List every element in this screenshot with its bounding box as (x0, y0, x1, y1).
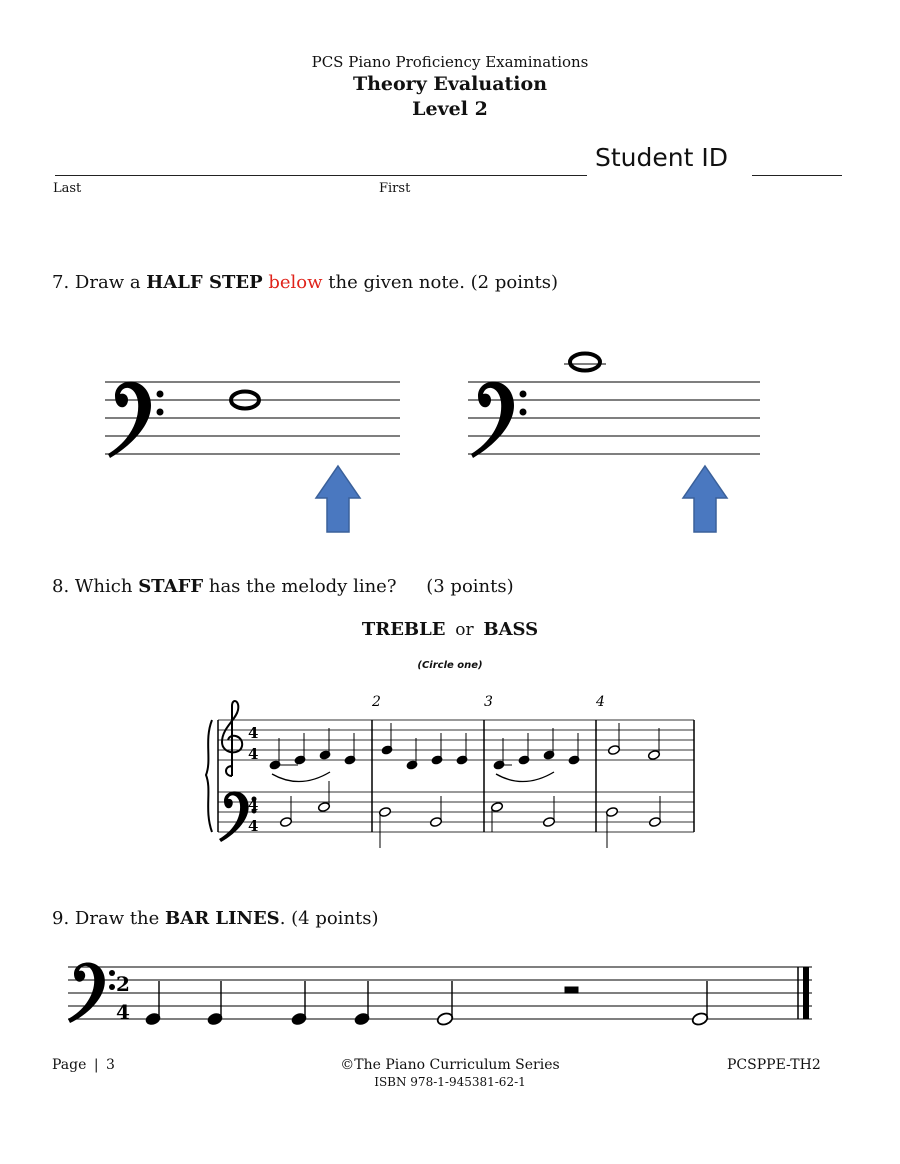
last-name-label: Last (53, 181, 82, 196)
measure-number: 2 (372, 694, 381, 710)
question-points: (3 points) (426, 576, 514, 597)
time-signature-top: 4 (248, 796, 259, 814)
question-text: Draw a (74, 272, 141, 293)
bass-notes (280, 781, 662, 848)
question-text: Draw the (74, 908, 160, 929)
choice-treble[interactable]: TREBLE (361, 619, 446, 640)
question-keyword-red: below (268, 272, 323, 293)
bass-clef-icon (471, 382, 527, 458)
question-number: 8. (52, 576, 70, 597)
time-signature-top: 2 (116, 972, 130, 996)
isbn: ISBN 978-1-945381-62-1 (374, 1075, 526, 1089)
staff-left (105, 382, 400, 458)
student-id-label: Student ID (595, 143, 728, 172)
up-arrow-icon (316, 466, 360, 532)
q9-staff (0, 955, 900, 1045)
up-arrow-icon (683, 466, 727, 532)
page-number-value: 3 (106, 1057, 115, 1073)
question-8 (52, 576, 514, 597)
document-code: PCSPPE-TH2 (727, 1057, 821, 1073)
time-signature-top: 4 (248, 724, 259, 742)
question-7 (52, 272, 558, 293)
copyright: ©The Piano Curriculum Series (340, 1057, 560, 1073)
staff-right (468, 354, 760, 459)
first-name-label: First (379, 181, 411, 196)
time-signature-bottom: 4 (248, 745, 259, 763)
question-text: the given note. (2 points) (328, 272, 559, 293)
choice-or: or (455, 620, 474, 640)
time-signature-bottom: 4 (248, 817, 259, 835)
grand-staff (0, 680, 900, 860)
treble-notes (269, 723, 660, 782)
final-barline-thick (803, 967, 809, 1019)
measure-number: 4 (596, 694, 605, 710)
question-keyword: BAR LINES (165, 908, 280, 929)
question-keyword: HALF STEP (146, 272, 263, 293)
question-text: Which (74, 576, 133, 597)
question-9 (52, 908, 379, 929)
whole-note-icon (570, 354, 600, 371)
page-label: Page (52, 1057, 87, 1073)
half-rest-icon (565, 987, 578, 993)
q9-notes (145, 981, 709, 1026)
measure-number: 3 (484, 694, 493, 710)
q7-staves (0, 330, 900, 550)
level-label: Level 2 (412, 98, 488, 120)
question-keyword: STAFF (138, 576, 204, 597)
name-blank-line[interactable] (55, 175, 587, 176)
question-text: has the melody line? (208, 576, 397, 597)
page-separator: | (93, 1057, 99, 1073)
bass-clef-icon (108, 382, 164, 458)
question-number: 9. (52, 908, 70, 929)
q8-choices (0, 619, 900, 640)
time-signature-bottom: 4 (116, 1000, 130, 1024)
page-title: Theory Evaluation (352, 73, 548, 95)
exam-series-title: PCS Piano Proficiency Examinations (311, 53, 589, 71)
choice-bass[interactable]: BASS (483, 619, 539, 640)
student-id-blank-line[interactable] (752, 175, 842, 176)
circle-one-hint: (Circle one) (417, 660, 483, 671)
brace-icon (206, 720, 212, 832)
question-number: 7. (52, 272, 70, 293)
treble-clef-icon (222, 701, 242, 776)
question-text: . (4 points) (279, 908, 379, 929)
